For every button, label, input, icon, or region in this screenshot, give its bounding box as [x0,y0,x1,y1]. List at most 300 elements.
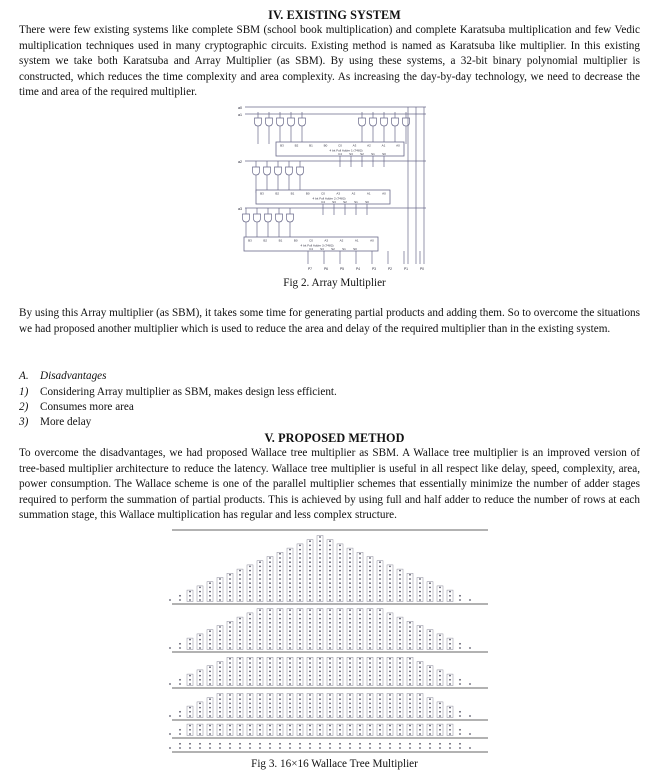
partial-product-dot [399,698,401,700]
partial-product-dot [339,703,341,705]
partial-product-dot [179,647,181,649]
partial-product-dot [439,743,441,745]
partial-product-dot [189,715,191,717]
partial-product-dot [349,671,351,673]
partial-product-dot [209,679,211,681]
partial-product-dot [299,614,301,616]
partial-product-dot [419,675,421,677]
partial-product-dot [319,707,321,709]
partial-product-dot [429,630,431,632]
partial-product-dot [359,647,361,649]
partial-product-dot [369,729,371,731]
partial-product-dot [269,578,271,580]
partial-product-dot [259,561,261,563]
partial-product-dot [259,707,261,709]
partial-product-dot [299,595,301,597]
partial-product-dot [239,639,241,641]
partial-product-dot [279,707,281,709]
partial-product-dot [379,671,381,673]
partial-product-dot [269,591,271,593]
partial-product-dot [249,747,251,749]
partial-product-dot [319,553,321,555]
partial-product-dot [229,578,231,580]
partial-product-dot [299,671,301,673]
partial-product-dot [419,587,421,589]
wallace-tree-figure [168,524,492,756]
partial-product-dot [339,591,341,593]
partial-product-dot [189,729,191,731]
partial-product-dot [219,725,221,727]
and-gate-icon [266,118,273,126]
partial-product-dot [239,570,241,572]
partial-product-dot [229,679,231,681]
partial-product-dot [409,630,411,632]
partial-product-dot [329,587,331,589]
partial-product-dot [309,622,311,624]
adder-output-label: S1 [354,200,358,205]
partial-product-dot [209,666,211,668]
partial-product-dot [369,679,371,681]
partial-product-dot [279,703,281,705]
partial-product-dot [229,703,231,705]
partial-product-dot [239,643,241,645]
partial-product-dot [169,683,171,685]
partial-product-dot [319,698,321,700]
partial-product-dot [349,630,351,632]
partial-product-dot [219,703,221,705]
partial-product-dot [239,743,241,745]
partial-product-dot [319,618,321,620]
partial-product-dot [399,591,401,593]
partial-product-dot [259,747,261,749]
partial-product-dot [439,747,441,749]
partial-product-dot [299,553,301,555]
partial-product-dot [249,711,251,713]
partial-product-dot [369,582,371,584]
partial-product-dot [329,635,331,637]
partial-product-dot [369,707,371,709]
partial-product-dot [299,582,301,584]
partial-product-dot [399,599,401,601]
partial-product-dot [349,591,351,593]
partial-product-dot [329,549,331,551]
partial-product-dot [329,711,331,713]
partial-product-dot [369,561,371,563]
partial-product-dot [379,609,381,611]
partial-product-dot [389,578,391,580]
partial-product-dot [439,683,441,685]
partial-product-dot [219,729,221,731]
partial-product-dot [309,540,311,542]
partial-product-dot [449,683,451,685]
partial-product-dot [359,729,361,731]
partial-product-dot [329,553,331,555]
partial-product-dot [209,698,211,700]
partial-product-dot [249,715,251,717]
partial-product-dot [349,557,351,559]
adder-group-box [247,694,253,718]
partial-product-dot [199,747,201,749]
partial-product-dot [259,622,261,624]
partial-product-dot [429,647,431,649]
partial-product-dot [389,662,391,664]
partial-product-dot [319,557,321,559]
partial-product-dot [259,725,261,727]
partial-product-dot [259,743,261,745]
partial-product-dot [329,662,331,664]
partial-product-dot [299,626,301,628]
partial-product-dot [309,639,311,641]
partial-product-dot [369,635,371,637]
partial-product-dot [299,729,301,731]
partial-product-dot [229,747,231,749]
partial-product-dot [279,635,281,637]
adder-output-label: C4 [338,152,342,157]
partial-product-dot [289,729,291,731]
partial-product-dot [299,707,301,709]
adder-output-label: S1 [342,247,346,252]
partial-product-dot [349,703,351,705]
adder-input-label: B1 [309,143,313,148]
partial-product-dot [199,733,201,735]
partial-product-dot [389,591,391,593]
partial-product-dot [349,570,351,572]
partial-product-dot [409,703,411,705]
partial-product-dot [289,643,291,645]
partial-product-dot [349,582,351,584]
partial-product-dot [399,647,401,649]
partial-product-dot [409,662,411,664]
partial-product-dot [289,557,291,559]
partial-product-dot [369,622,371,624]
partial-product-dot [429,683,431,685]
partial-product-dot [359,587,361,589]
partial-product-dot [279,561,281,563]
partial-product-dot [359,675,361,677]
partial-product-dot [409,647,411,649]
partial-product-dot [369,743,371,745]
partial-product-dot [319,683,321,685]
partial-product-dot [369,614,371,616]
partial-product-dot [429,639,431,641]
partial-product-dot [359,711,361,713]
partial-product-dot [339,733,341,735]
partial-product-dot [239,707,241,709]
partial-product-dot [399,743,401,745]
partial-product-dot [379,635,381,637]
partial-product-dot [389,635,391,637]
partial-product-dot [319,658,321,660]
partial-product-dot [329,725,331,727]
item-text: More delay [40,416,92,428]
partial-product-dot [249,662,251,664]
partial-product-dot [279,671,281,673]
partial-product-dot [309,635,311,637]
partial-product-dot [419,747,421,749]
partial-product-dot [369,671,371,673]
partial-product-dot [209,703,211,705]
partial-product-dot [259,643,261,645]
partial-product-dot [229,715,231,717]
partial-product-dot [229,671,231,673]
partial-product-dot [259,599,261,601]
partial-product-dot [359,707,361,709]
and-gate-icon [277,118,284,126]
partial-product-dot [459,715,461,717]
partial-product-dot [279,622,281,624]
partial-product-dot [289,662,291,664]
product-label: P1 [403,267,409,271]
partial-product-dot [379,711,381,713]
partial-product-dot [279,599,281,601]
partial-product-dot [199,675,201,677]
partial-product-dot [339,582,341,584]
partial-product-dot [449,711,451,713]
partial-product-dot [399,747,401,749]
partial-product-dot [429,671,431,673]
partial-product-dot [329,599,331,601]
partial-product-dot [249,570,251,572]
partial-product-dot [459,733,461,735]
partial-product-dot [359,591,361,593]
adder-input-label: B0 [305,191,310,196]
adder-input-label: A3 [324,238,329,243]
partial-product-dot [319,582,321,584]
partial-product-dot [299,694,301,696]
partial-product-dot [399,679,401,681]
partial-product-dot [419,599,421,601]
partial-product-dot [399,578,401,580]
partial-product-dot [309,574,311,576]
partial-product-dot [319,647,321,649]
partial-product-dot [319,703,321,705]
partial-product-dot [349,595,351,597]
partial-product-dot [259,679,261,681]
partial-product-dot [199,591,201,593]
partial-product-dot [179,733,181,735]
partial-product-dot [379,747,381,749]
and-gate-icon [276,214,283,222]
partial-product-dot [369,747,371,749]
partial-product-dot [299,545,301,547]
partial-product-dot [389,647,391,649]
partial-product-dot [409,671,411,673]
partial-product-dot [289,666,291,668]
partial-product-dot [229,582,231,584]
partial-product-dot [379,647,381,649]
partial-product-dot [279,658,281,660]
partial-product-dot [329,647,331,649]
partial-product-dot [429,707,431,709]
partial-product-dot [399,570,401,572]
partial-product-dot [389,733,391,735]
partial-product-dot [329,561,331,563]
partial-product-dot [439,707,441,709]
partial-product-dot [229,694,231,696]
partial-product-dot [219,671,221,673]
partial-product-dot [309,545,311,547]
partial-product-dot [419,595,421,597]
partial-product-dot [439,675,441,677]
partial-product-dot [179,711,181,713]
partial-product-dot [359,715,361,717]
partial-product-dot [379,733,381,735]
partial-product-dot [309,595,311,597]
partial-product-dot [269,626,271,628]
partial-product-dot [399,675,401,677]
partial-product-dot [279,578,281,580]
partial-product-dot [229,574,231,576]
partial-product-dot [249,729,251,731]
partial-product-dot [369,618,371,620]
partial-product-dot [219,743,221,745]
partial-product-dot [209,599,211,601]
partial-product-dot [409,666,411,668]
partial-product-dot [359,622,361,624]
partial-product-dot [239,647,241,649]
partial-product-dot [239,630,241,632]
adder-input-label: B0 [323,143,328,148]
partial-product-dot [269,557,271,559]
partial-product-dot [389,729,391,731]
partial-product-dot [239,711,241,713]
partial-product-dot [239,662,241,664]
partial-product-dot [459,743,461,745]
adder-output-label: S2 [331,247,335,252]
partial-product-dot [339,671,341,673]
partial-product-dot [179,599,181,601]
partial-product-dot [219,626,221,628]
partial-product-dot [449,707,451,709]
partial-product-dot [319,545,321,547]
partial-product-dot [249,647,251,649]
partial-product-dot [339,729,341,731]
partial-product-dot [299,666,301,668]
partial-product-dot [409,733,411,735]
partial-product-dot [199,743,201,745]
and-gate-icon [243,214,250,222]
partial-product-dot [329,729,331,731]
adder-input-label: C0 [321,191,325,196]
partial-product-dot [309,553,311,555]
and-gate-icon [286,167,293,175]
partial-product-dot [429,582,431,584]
partial-product-dot [389,626,391,628]
partial-product-dot [409,587,411,589]
partial-product-dot [339,707,341,709]
partial-product-dot [339,743,341,745]
partial-product-dot [199,703,201,705]
partial-product-dot [319,639,321,641]
product-label: P2 [387,267,393,271]
partial-product-dot [269,733,271,735]
partial-product-dot [219,675,221,677]
partial-product-dot [409,626,411,628]
partial-product-dot [379,643,381,645]
partial-product-dot [279,639,281,641]
partial-product-dot [249,622,251,624]
partial-product-dot [339,630,341,632]
partial-product-dot [429,591,431,593]
partial-product-dot [369,570,371,572]
partial-product-dot [249,694,251,696]
adder-group-box [407,694,413,718]
partial-product-dot [279,747,281,749]
partial-product-dot [349,614,351,616]
partial-product-dot [359,630,361,632]
partial-product-dot [249,591,251,593]
partial-product-dot [349,587,351,589]
partial-product-dot [379,658,381,660]
partial-product-dot [459,679,461,681]
partial-product-dot [169,647,171,649]
partial-product-dot [339,553,341,555]
product-label: P6 [323,267,329,271]
partial-product-dot [369,666,371,668]
partial-product-dot [339,622,341,624]
and-gate-icon [288,118,295,126]
partial-product-dot [209,715,211,717]
partial-product-dot [209,707,211,709]
partial-product-dot [299,639,301,641]
item-number: 3) [19,416,29,428]
partial-product-dot [359,582,361,584]
partial-product-dot [409,582,411,584]
partial-product-dot [259,729,261,731]
partial-product-dot [309,729,311,731]
partial-product-dot [219,643,221,645]
partial-product-dot [269,630,271,632]
partial-product-dot [219,578,221,580]
partial-product-dot [229,707,231,709]
partial-product-dot [309,549,311,551]
adder-group-box [307,694,313,718]
partial-product-dot [339,679,341,681]
partial-product-dot [399,618,401,620]
partial-product-dot [269,561,271,563]
partial-product-dot [349,729,351,731]
partial-product-dot [319,675,321,677]
partial-product-dot [269,729,271,731]
partial-product-dot [309,618,311,620]
partial-product-dot [359,683,361,685]
partial-product-dot [449,643,451,645]
partial-product-dot [229,729,231,731]
partial-product-dot [229,683,231,685]
partial-product-dot [239,683,241,685]
partial-product-dot [389,743,391,745]
partial-product-dot [359,618,361,620]
partial-product-dot [279,643,281,645]
partial-product-dot [269,658,271,660]
partial-product-dot [189,643,191,645]
partial-product-dot [179,715,181,717]
partial-product-dot [269,747,271,749]
partial-product-dot [299,587,301,589]
partial-product-dot [269,643,271,645]
partial-product-dot [409,729,411,731]
partial-product-dot [289,570,291,572]
partial-product-dot [419,639,421,641]
partial-product-dot [469,647,471,649]
adder-group-box [367,694,373,718]
partial-product-dot [319,574,321,576]
partial-product-dot [429,643,431,645]
partial-product-dot [429,679,431,681]
partial-product-dot [349,574,351,576]
partial-product-dot [309,630,311,632]
partial-product-dot [449,675,451,677]
